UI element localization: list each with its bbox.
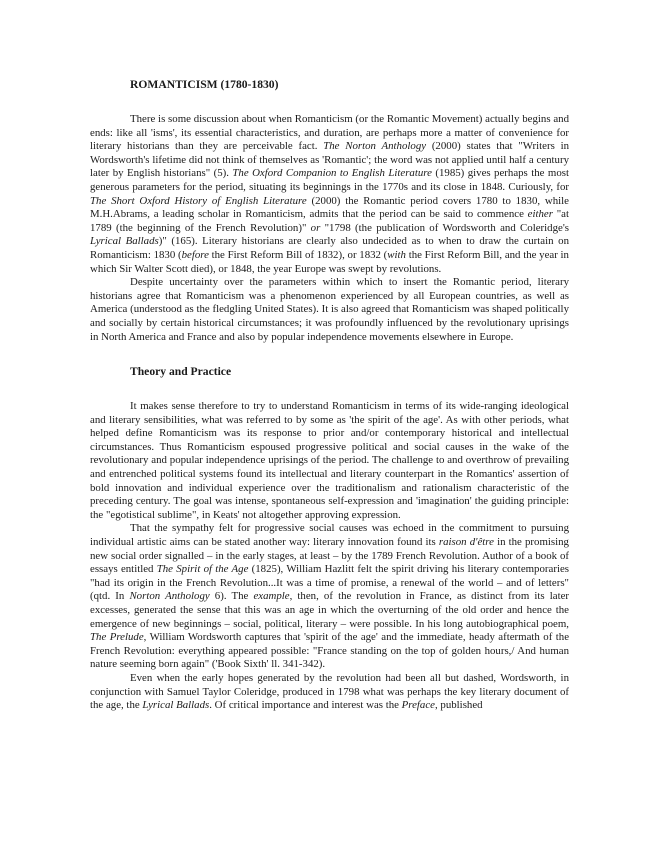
italic-text-run: The Oxford Companion to English Literature <box>232 167 432 180</box>
text-run: . Of critical importance and interest was the <box>209 699 402 712</box>
section-heading-theory-practice: Theory and Practice <box>130 365 232 379</box>
text-run: "1798 (the publication of Wordsworth and Coleridge's <box>320 221 569 234</box>
text-run: , published <box>434 699 483 712</box>
italic-text-run: The Prelude <box>90 631 144 644</box>
italic-text-run: before <box>181 248 209 261</box>
text-run: Even when the early hopes generated by the revolution had been all but dashed, Wordsworth, in conjunction with Samuel Taylor Coleridge, produced in 1798 what was perhaps the key literary document of the age, the <box>90 671 569 712</box>
italic-text-run: The Norton Anthology <box>323 140 427 153</box>
paragraph-intro-1 <box>90 113 569 276</box>
text-run: , William Wordsworth captures that 'spirit of the age' and the immediate, heady aftermath of the French Revolution: everything appeared possible: "France standing on the top of golden hours,/ And human nature seeming born again" ('Book Sixth' ll. 341-342). <box>90 631 570 671</box>
page-title: ROMANTICISM (1780-1830) <box>130 78 279 91</box>
paragraph-theory-3 <box>90 672 569 713</box>
text-run: There is some discussion about when Romanticism (or the Romantic Movement) actually begins and ends: like all 'isms', its essential characteristics, and duration, are perhaps more a matter of convenience for literary historians than they are perceivable fact. <box>90 113 569 153</box>
italic-text-run: example <box>253 590 290 603</box>
italic-text-run: The Short Oxford History of English Literature <box>90 194 307 207</box>
italic-text-run: raison d'être <box>438 536 494 549</box>
text-run: the First Reform Bill of 1832), or 1832 ( <box>208 248 388 261</box>
italic-text-run: The Spirit of the Age <box>156 563 249 576</box>
text-run: )" (165). Literary historians are clearly also undecided as to when to draw the curtain on Romanticism: 1830 ( <box>90 235 569 261</box>
italic-text-run: Preface <box>401 699 435 712</box>
text-run: (1825), William Hazlitt felt the spirit driving his literary contemporaries "had its origin in the French Revolution...It was a time of promise, a renewal of the world – and of letters" (qtd. In <box>90 563 569 603</box>
text-run: in the promising new social order signalled – in the early stages, at least – by the 1789 French Revolution. Author of a book of essays entitled <box>90 536 569 576</box>
text-run: Despite uncertainty over the parameters within which to insert the Romantic period, literary historians agree that Romanticism was a phenomenon experienced by all European countries, as well as America (understood as the fledgling United States). It is also agreed that Romanticism was shaped politically and socially by certain historical circumstances; it was profoundly influenced by the revolutionary uprisings in North America and France and also by popular independence movements elsewhere in Europe. <box>90 276 569 343</box>
italic-text-run: Lyrical Ballads <box>142 699 210 712</box>
italic-text-run: or <box>310 221 321 234</box>
text-run: 6). The <box>209 590 254 603</box>
paragraph-intro-2 <box>90 276 569 344</box>
italic-text-run: Norton Anthology <box>129 590 210 603</box>
text-run: the First Reform Bill, and the year in which Sir Walter Scott died), or 1848, the year Europe was swept by revolutions. <box>90 248 569 275</box>
paragraph-theory-2 <box>90 522 569 672</box>
text-run: (2000) the Romantic period covers 1780 to 1830, while M.H.Abrams, a leading scholar in Romanticism, admits that the period can be said to commence <box>90 194 569 221</box>
text-run: (1985) gives perhaps the most generous parameters for the period, situating its beginnings in the 1770s and its close in 1848. Curiously, for <box>90 167 569 193</box>
text-run: It makes sense therefore to try to understand Romanticism in terms of its wide-ranging ideological and literary sensibilities, what was referred to by some as 'the spirit of the age'. As with other periods, what helped define Romanticism was its response to prior and/or contemporary historical and intellectual circumstances. Thus Romanticism espoused progressive political and social causes in the wake of the revolutionary and popular independence uprisings of the period. The challenge to and overthrow of prevailing and entrenched political systems found its intellectual and literary counterpart in the Romantics' assertion of bold innovation and individual experience over the traditionalism and rationalism characteristic of the preceding century. The goal was intense, spontaneous self-expression and 'imagination' the guiding principle: the "egotistical sublime", in Keats' not altogether approving expression. <box>90 400 569 521</box>
text-run: , then, of the revolution in France, as distinct from its later excesses, generated the sense that this was an age in which the overturning of the old order and hence the emergence of new beginnings – social, political, literary – were possible. In his long autobiographical poem, <box>90 590 570 630</box>
italic-text-run: with <box>387 248 406 261</box>
italic-text-run: Lyrical Ballads <box>90 235 159 248</box>
paragraph-theory-1 <box>90 400 569 522</box>
italic-text-run: either <box>527 208 553 221</box>
text-run: (2000) states that "Writers in Wordsworth's lifetime did not think of themselves as 'Romantic'; the word was not applied until half a century later by English historians" (5). <box>90 140 570 180</box>
text-run: That the sympathy felt for progressive social causes was echoed in the commitment to pursuing individual artistic aims can be stated another way: literary innovation found its <box>90 522 569 549</box>
text-run: "at 1789 (the beginning of the French Revolution)" <box>90 208 569 234</box>
